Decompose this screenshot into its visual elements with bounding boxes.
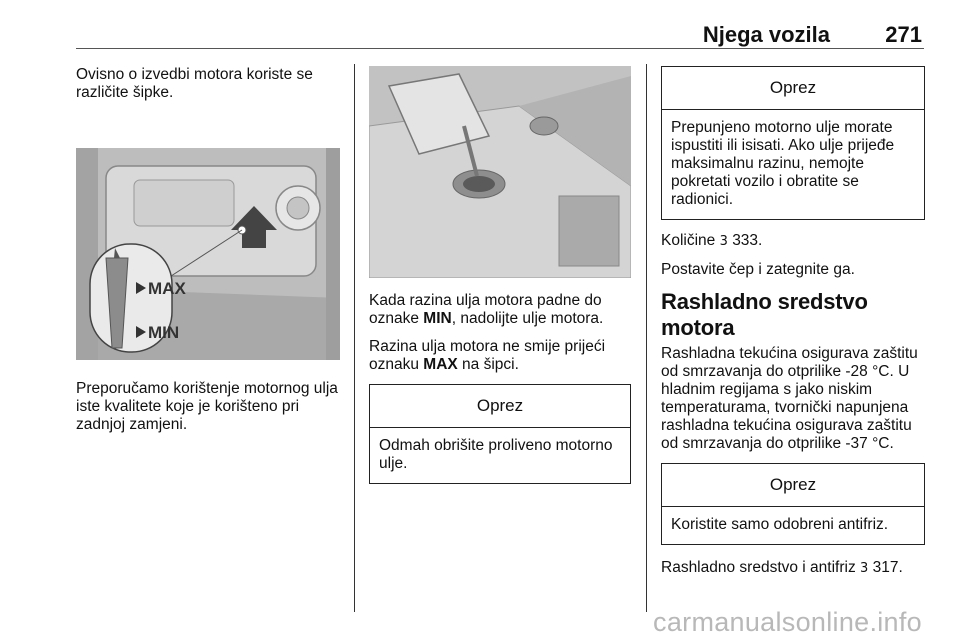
min-refill-pre: Kada razina ulja motora padne do oznake bbox=[369, 292, 602, 327]
antifreeze-label: Rashladno sredstvo i antifriz bbox=[661, 559, 856, 576]
column-divider-1 bbox=[354, 64, 355, 612]
watermark: carmanualsonline.info bbox=[653, 607, 922, 637]
page-number: 271 bbox=[885, 22, 922, 47]
caution-text: Odmah obrišite proliveno motorno ulje. bbox=[379, 437, 613, 472]
column-3 bbox=[661, 66, 925, 588]
caution-title: Oprez bbox=[662, 67, 924, 110]
caution-box-overfill bbox=[661, 66, 925, 220]
cap-instruction: Postavite čep i zategnite ga. bbox=[661, 261, 855, 278]
caution-title: Oprez bbox=[662, 464, 924, 507]
column-divider-2 bbox=[646, 64, 647, 612]
caution-text: Koristite samo odobreni antifriz. bbox=[671, 516, 889, 533]
max-limit-pre: Razina ulja motora ne smije prijeći oznaku bbox=[369, 338, 606, 373]
quantities-label: Količine bbox=[661, 232, 716, 249]
caution-title: Oprez bbox=[370, 385, 630, 428]
oil-filling-figure bbox=[369, 66, 631, 278]
min-label: MIN bbox=[148, 323, 180, 342]
quantities-ref[interactable]: 333. bbox=[732, 232, 763, 249]
max-limit-post: na šipci. bbox=[457, 356, 519, 373]
page-ref-arrow-icon: 3 bbox=[719, 234, 728, 249]
antifreeze-ref[interactable]: 317. bbox=[872, 559, 903, 576]
section-heading: Rashladno sredstvo motora bbox=[661, 289, 868, 340]
dipstick-intro: Ovisno o izvedbi motora koriste se različite šipke. bbox=[76, 66, 313, 101]
max-mark: MAX bbox=[423, 356, 458, 373]
min-mark: MIN bbox=[423, 310, 452, 327]
column-1 bbox=[76, 66, 340, 444]
caution-box-spill bbox=[369, 384, 631, 484]
caution-text: Prepunjeno motorno ulje morate ispustiti ili isisati. Ako ulje prijeđe maksimalnu razinu, nemojte pokretati vozilo i obratite se radionici. bbox=[671, 119, 895, 208]
header-rule bbox=[76, 48, 924, 49]
caution-box-antifreeze bbox=[661, 463, 925, 545]
header-title: Njega vozila bbox=[702, 22, 830, 47]
max-label: MAX bbox=[148, 279, 186, 298]
min-refill-post: , nadolijte ulje motora. bbox=[451, 310, 604, 327]
column-2 bbox=[369, 66, 631, 494]
coolant-text: Rashladna tekućina osigurava zaštitu od smrzavanja do otprilike -28 °C. U hladnim regijama s jako niskim temperaturama, tvornički napunjena rashladna tekućina osigurava zaštitu od smrzavanja do otprilike -37 °C. bbox=[661, 345, 918, 452]
oil-recommendation: Preporučamo korištenje motornog ulja iste kvalitete koje je korišteno pri zadnjoj zamjeni. bbox=[76, 380, 338, 433]
dipstick-engine-figure bbox=[76, 148, 340, 360]
page-ref-arrow-icon: 3 bbox=[860, 561, 869, 576]
